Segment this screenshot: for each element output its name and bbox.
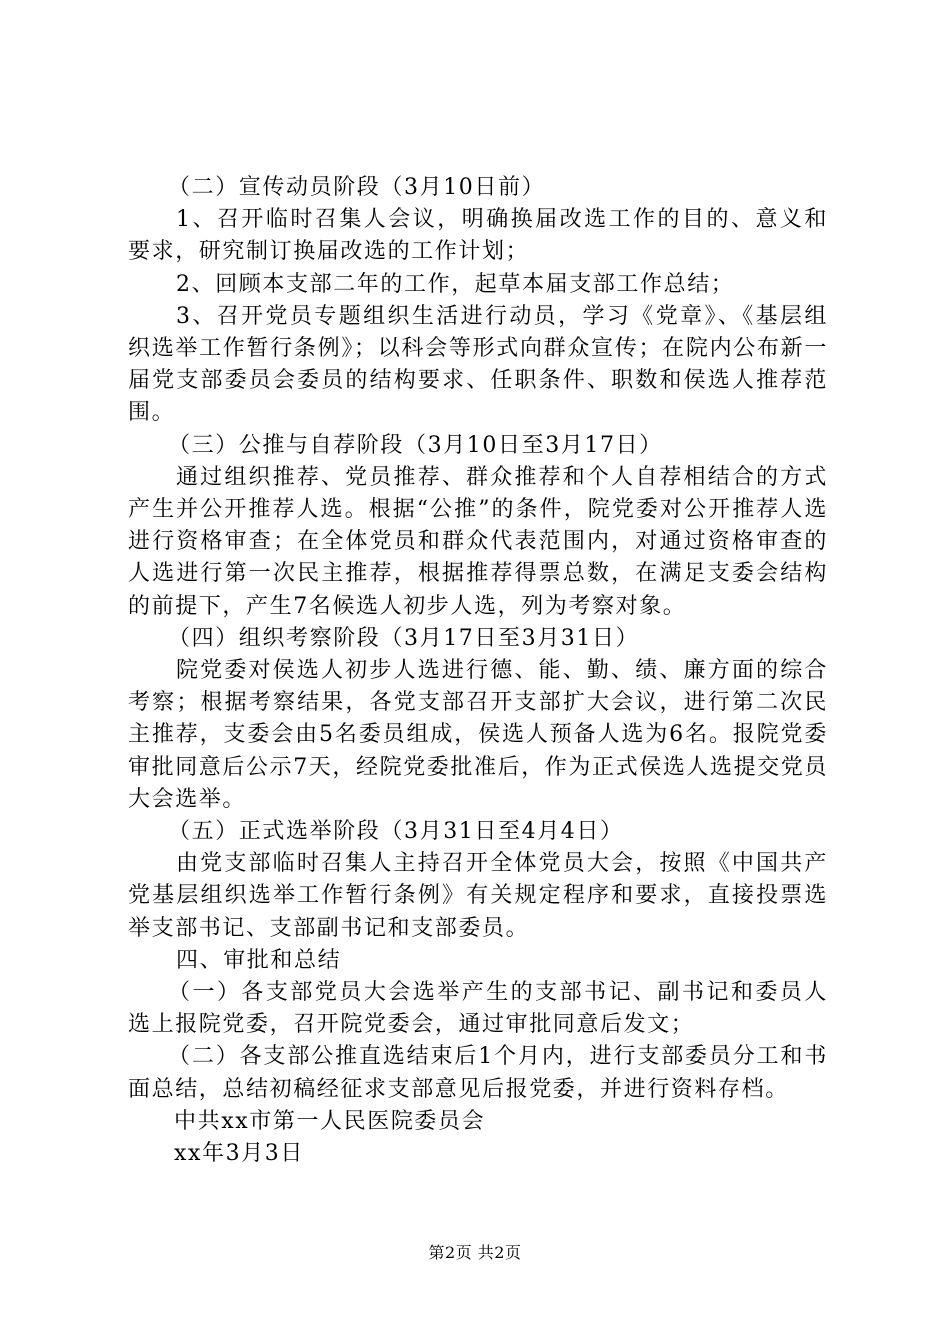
section-heading-recommendation: （三）公推与自荐阶段（3月10日至3月17日） (168, 432, 663, 458)
paragraph-item-1: 1、召开临时召集人会议，明确换届改选工作的目的、意义和要求，研究制订换届改选的工作计划； (128, 207, 828, 265)
section-heading-inspection: （四）组织考察阶段（3月17日至3月31日） (168, 625, 640, 651)
document-body (128, 172, 828, 1170)
section-heading-election: （五）正式选举阶段（3月31日至4月4日） (168, 819, 624, 845)
paragraph-item-3: 3、召开党员专题组织生活进行动员，学习《党章》、《基层组织选举工作暂行条例》；以科会等形式向群众宣传；在院内公布新一届党支部委员会委员的结构要求、任职条件、职数和侯选人推荐范围。 (128, 303, 828, 426)
page-number: 第2页 共2页 (428, 1243, 522, 1262)
section-heading-publicity: （二）宣传动员阶段（3月10日前） (168, 175, 546, 200)
paragraph-approval-1: （一）各支部党员大会选举产生的支部书记、副书记和委员人选上报院党委，召开院党委会，通过审批同意后发文； (128, 980, 828, 1038)
section-heading-approval: 四、审批和总结 (176, 947, 342, 973)
paragraph-election: 由党支部临时召集人主持召开全体党员大会，按照《中国共产党基层组织选举工作暂行条例》有关规定程序和要求，直接投票选举支部书记、支部副书记和支部委员。 (128, 851, 828, 941)
paragraph-item-2: 2、回顾本支部二年的工作，起草本届支部工作总结； (176, 271, 735, 297)
signature-date: xx年3月3日 (174, 1141, 305, 1167)
paragraph-recommendation: 通过组织推荐、党员推荐、群众推荐和个人自荐相结合的方式产生并公开推荐人选。根据“公推”的条件，院党委对公开推荐人选进行资格审查；在全体党员和群众代表范围内，对通过资格审查的人选进行第一次民主推荐，根据推荐得票总数，在满足支委会结构的前提下，产生7名候选人初步人选，列为考察对象。 (128, 464, 828, 619)
paragraph-inspection: 院党委对侯选人初步人选进行德、能、勤、绩、廉方面的综合考察；根据考察结果，各党支部召开支部扩大会议，进行第二次民主推荐，支委会由5名委员组成，侯选人预备人选为6名。报院党委审批同意后公示7天，经院党委批准后，作为正式侯选人选提交党员大会选举。 (128, 658, 828, 812)
paragraph-approval-2: （二）各支部公推直选结束后1个月内，进行支部委员分工和书面总结，总结初稿经征求支部意见后报党委，并进行资料存档。 (128, 1044, 828, 1102)
signature-organization: 中共xx市第一人民医院委员会 (174, 1108, 486, 1134)
